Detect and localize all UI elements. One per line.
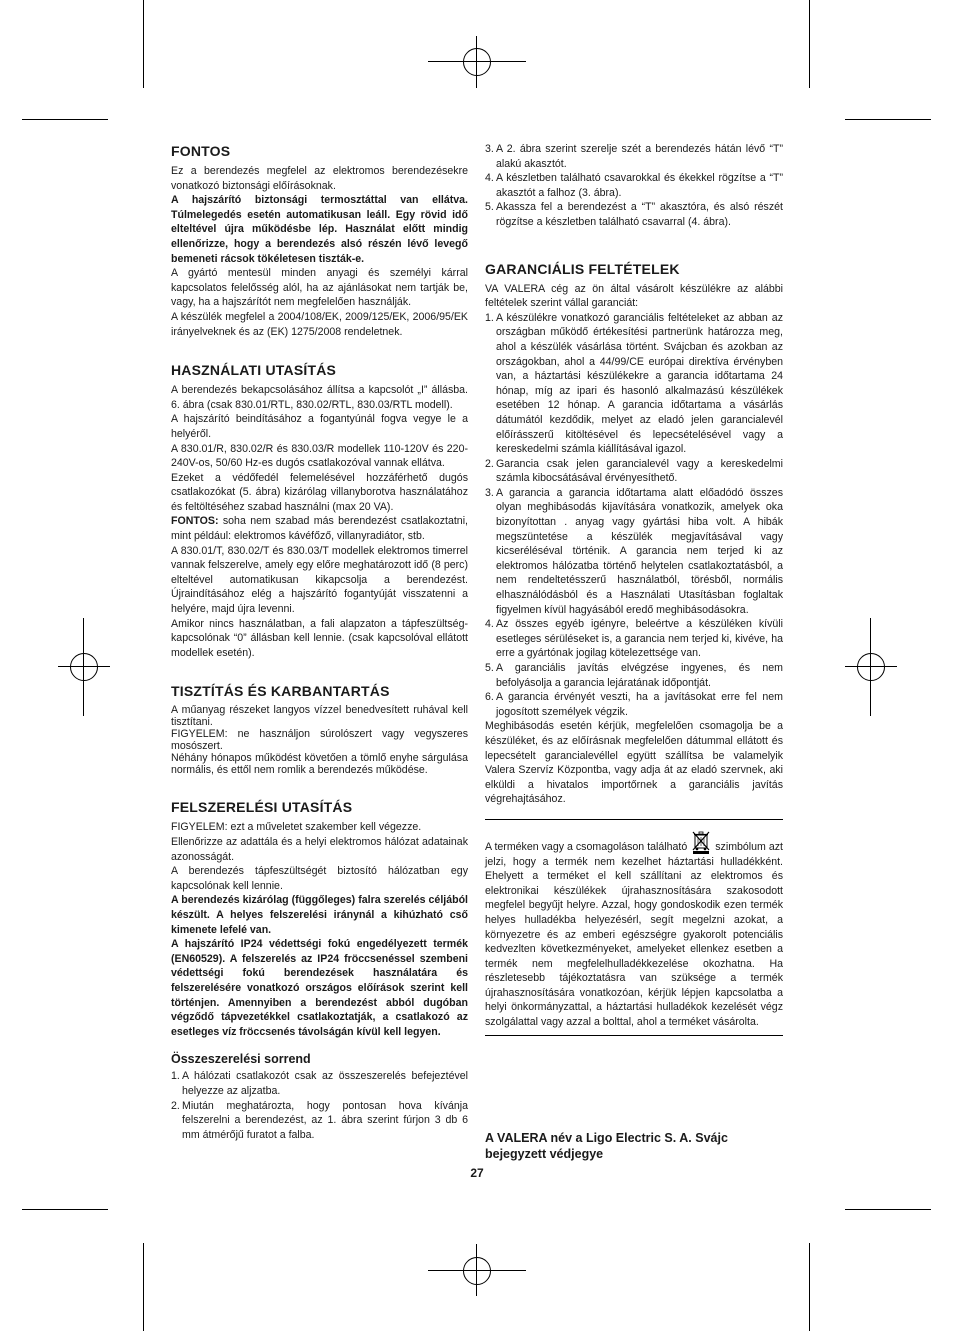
assembly-steps-list (171, 1069, 468, 1142)
tisztitas-paragraph: Néhány hónapos működést követően a tömlő enyhe sárgulása normális, és ettől nem romlik a berendezés működése. (171, 752, 468, 777)
registration-mark-h (58, 666, 110, 667)
hasznalati-warning-paragraph (171, 514, 468, 543)
garancia-intro: VA VALERA cég az ön által vásárolt készülékre az alábbi feltételek szerint vállal garanciát: (485, 282, 783, 310)
list-item: 5. A garanciális javítás elvégzése ingyenes, és nem befolyásolja a garancia lejáratának időpontját. (485, 662, 783, 689)
registration-mark-h (428, 61, 526, 62)
crop-mark (809, 1243, 810, 1331)
list-item: 1. A hálózati csatlakozót csak az összeszerelés befejeztével helyezze az aljzatba. (171, 1070, 468, 1097)
garancia-heading: GARANCIÁLIS FELTÉTELEK (485, 260, 680, 277)
felszerelesi-bold-paragraph: A berendezés kizárólag (függőleges) falra szerelés céljából készült. A helyes felszerelési iránynál a kihúzható cső kimenete lefelé van. (171, 894, 468, 936)
registration-mark-h (428, 1270, 526, 1271)
felszerelesi-paragraph: Ellenőrizze az adattála és a helyi elektromos hálózat adatainak azonosságát. (171, 836, 468, 863)
garancia-outro: Meghibásodás esetén kérjük, megfelelően csomagolja be a készüléket, és az előírásnak megfelelően dátummal ellátott és lepecsételt garancialevéllel együtt szállítsa be valamelyik Valera Szervíz Központba, vagy adja át az eladó szervnek, aki elküldi a hivatalos importőrnek a garanciális javítás végrehajtásához. (485, 720, 783, 806)
registration-mark (857, 653, 885, 681)
garancia-conditions-list (485, 311, 783, 720)
right-column (485, 142, 783, 1036)
registration-mark-v (476, 1244, 477, 1296)
warning-label: FONTOS: (171, 515, 219, 528)
hasznalati-paragraph: A hajszárító beindításához a fogantyúnál fogva vegye le a helyéről. (171, 413, 468, 440)
tisztitas-paragraph: FIGYELEM: ne használjon súrolószert vagy vegyszeres mosószert. (171, 728, 468, 753)
felszerelesi-paragraph: FIGYELEM: ezt a műveletet szakember kell végezze. (171, 821, 422, 834)
list-item: 3. A 2. ábra szerint szerelje szét a berendezés hátán lévő “T” alakú akasztót. (485, 143, 783, 170)
registration-mark (70, 653, 98, 681)
felszerelesi-paragraph: A berendezés tápfeszültségét biztosító hálózatban egy kapcsolónak kell lennie. (171, 865, 468, 892)
list-item: 4. Az összes egyéb igényre, beleértve a készüléken kívüli esetleges sérüléseket is, a garancia nem terjed ki, kivéve, ha erre a gyártónak jogilag kötelezettsége van. (485, 618, 783, 660)
tisztitas-paragraph: A műanyag részeket langyos vízzel benedvesített ruhával kell tisztítani. (171, 704, 468, 729)
registration-mark (463, 1257, 491, 1285)
registration-mark-v (870, 618, 871, 716)
hasznalati-paragraph: Amikor nincs használatban, a fali alapzaton a tápfeszültség-kapcsolónak “0” állásban kell lennie. (csak kapcsolóval ellátott modellek esetén). (171, 617, 468, 659)
registration-mark (463, 48, 491, 76)
crop-mark (845, 119, 931, 120)
list-item: 4. A készletben található csavarokkal és ékekkel rögzítse a “T” akasztót a falhoz (3. ábra). (485, 172, 783, 199)
registration-mark-h (845, 666, 897, 667)
hasznalati-paragraph: A 830.01/T, 830.02/T és 830.03/T modellek elektromos timerrel vannak felszerelve, amely egy előre meghatározott idő (8 perc) elteltével automatikusan kikapcsolja a berendezést. Újraindításához elég a hajszárító fogantyúját visszatenni a helyére, majd újra levenni. (171, 544, 468, 616)
crop-mark (22, 1209, 108, 1210)
hasznalati-paragraph: A berendezés bekapcsolásához állítsa a kapcsolót „I” állásba. 6. ábra (csak 830.01/RTL, 830.02/RTL, 830.03/RTL modell). (171, 384, 468, 411)
fontos-liability-paragraph: A gyártó mentesül minden anyagi és személyi kárral kapcsolatos felelősség alól, ha az ajánlásokat nem tartják be, vagy, ha a hajszárítót nem megfelelően használják. (171, 267, 468, 309)
felszerelesi-bold-paragraph: A hajszárító IP24 védettségi fokú engedélyezett termék (EN60529). A felszerelés az IP24 fröccsenéssel szembeni védettségi fokú berendezések használatára és felszerelésére vonatkozó országos előírások szerint kell történjen. Amennyiben a berendezést abból dugóban végződő tápvezetékkel csatlakoztatják, a csatlakozó az esetleges víz fröccsenés távolságán kívül kell legyen. (171, 938, 468, 1038)
warning-text: soha nem szabad más berendezést csatlakoztatni, mint például: elektromos kávéfőző, villanyradiátor, stb. (171, 515, 468, 543)
list-item: 3. A garancia a garancia időtartama alatt előadódó összes olyan meghibásodás kijavítására vonatkozik, amelyek oka bizonyítottan . anyag vagy gyártási hiba volt. A hibák megszüntetése a készülék megjavításával vagy kicseréléséval történik. A garancia nem terjed ki az elektromos hálózatba történő helytelen csatlakoztatásból, a nem rendeltetésszerű használatból, törésből, normális elhasználódásból és a Használati Utasításban foglaltak figyelmen kívül hagyásából eredő meghibásodásokra. (485, 486, 783, 616)
list-item: 2. Miután meghatározta, hogy pontosan hova kívánja felszerelni a berendezést, az 1. ábra szerint fúrjon 3 db 6 mm átmérőjű furatot a falba. (171, 1099, 468, 1141)
crop-mark (22, 119, 108, 120)
registration-mark-v (476, 36, 477, 88)
list-item: 1. A készülékre vonatkozó garanciális feltételeket az abban az országban működő értékesítési partnerünk határozza meg, ahol a készülék vásárlása történt. Svájcban és azokban az országokban, ahol a 44/99/CE európai direktíva érvényben van, a háztartási készülékekre a garancia időtartama 24 hónap, míg az ipari és hasonló alkalmazású készülékek esetében 12 hónap. A garancia időtartama a vásárlás dátumától kezdődik, melyet az eladó jelen garancialevél előírásszerű kitöltésével és lepecsételésével vagy a kereskedelmi számla kiállításával igazol. (485, 311, 783, 456)
list-item: 2. Garancia csak jelen garancialevél vagy a kereskedelmi számla kibocsátásával érvényesíthető. (485, 457, 783, 485)
tisztitas-heading: TISZTÍTÁS ÉS KARBANTARTÁS (171, 683, 390, 700)
page-number: 27 (470, 1166, 484, 1180)
fontos-thermostat-paragraph: A hajszárító biztonsági termosztáttal van ellátva. Túlmelegedés esetén automatikusan leáll. Egy rövid idő elteltével újra működésbe lép. Használat előtt mindig ellenőrizze, hogy a berendezés alsó részén lévő levegő bemeneti rácsok tökéletesen tiszták-e. (171, 194, 468, 265)
list-item: 5. Akassza fel a berendezést a “T” akasztóra, és alsó részét rögzítse a készletben található csavarral (4. ábra). (485, 201, 783, 228)
fontos-directives-paragraph: A készülék megfelel a 2004/108/EK, 2009/125/EK, 2006/95/EK irányelveknek és az (EK) 1275/2008 rendeletnek. (171, 310, 468, 338)
trademark-note: A VALERA név a Ligo Electric S. A. Svájc bejegyzett védjegye (485, 1131, 728, 1161)
felszerelesi-heading: FELSZERELÉSI UTASÍTÁS (171, 799, 353, 816)
divider (485, 1035, 783, 1036)
list-item: 6. A garancia érvényét veszti, ha a javításokat erre fel nem jogosított személyek végzik. (485, 691, 783, 718)
crop-mark (809, 0, 810, 88)
crossed-out-bin-icon (691, 830, 711, 854)
fontos-paragraph: Ez a berendezés megfelel az elektromos berendezésekre vonatkozó biztonsági előírásoknak. (171, 165, 468, 192)
registration-mark-v (83, 618, 84, 716)
hasznalati-heading: HASZNÁLATI UTASÍTÁS (171, 362, 337, 379)
crop-mark (845, 1209, 931, 1210)
left-column (171, 142, 468, 1142)
assembly-steps-list-continued (485, 142, 783, 230)
sorrend-heading: Összeszerelési sorrend (171, 1052, 311, 1067)
hasznalati-paragraph: A 830.01/R, 830.02/R és 830.03/R modellek 110-120V és 220-240V-os, 50/60 Hz-es dugós csatlakozóval vannak ellátva. (171, 442, 468, 470)
weee-paragraph: A terméken vagy a csomagoláson található szimbólum azt jelzi, hogy a termék nem kezelhet háztartási hulladékként. Ehelyett a terméket el kell szállítani az elektromos és elektronikai készülékek újrahasznosítására szakosodott megfelel begyűjt helyre. Azzal, hogy gondoskodik ezen termék helyes hulladékba helyezésérl, segít megelzni azokat, a környezetre és az emberi egészségre gyakorolt potenciális kedvezlten következményeket, amelyeket ellenkez esetben a termék nem megfelelhulladékkezelése okozhatna. Ha részletesebb tájékoztatásra van szüksége a termék újrahasznosítására vonatkozóan, kérjük lépjen kapcsolatba a helyi önkormányzattal, a háztartási hulladékok kezelését végz szolgálattal vagy azzal a bolttal, ahol a terméket vásárolta. (485, 830, 783, 1030)
hasznalati-paragraph: Ezeket a védőfedél felemelésével hozzáférhető dugós csatlakozókat (5. ábra) kizárólag villanyborotva használatához és feltöltéséhez szabad használni (max 20 VA). (171, 471, 468, 513)
crop-mark (143, 1243, 144, 1331)
crop-mark (143, 0, 144, 88)
fontos-heading: FONTOS (171, 143, 231, 159)
